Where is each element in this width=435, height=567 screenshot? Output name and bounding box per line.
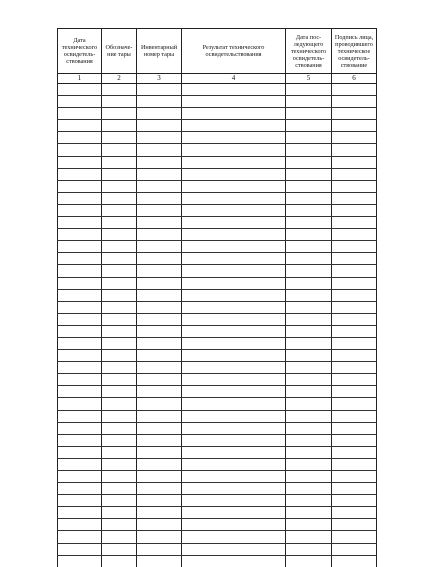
table-cell [137,483,182,495]
col-header-inspection-result: Результат технического освидетельствования [182,29,286,74]
table-cell [286,337,332,349]
table-row [58,96,377,108]
table-cell [102,398,137,410]
table-cell [286,192,332,204]
table-cell [332,144,377,156]
table-cell [137,531,182,543]
table-cell [102,253,137,265]
table-cell [58,337,102,349]
table-cell [286,180,332,192]
table-cell [332,229,377,241]
table-row [58,386,377,398]
table-cell [102,410,137,422]
table-cell [137,350,182,362]
table-cell [332,168,377,180]
table-cell [332,483,377,495]
table-cell [182,495,286,507]
table-cell [182,362,286,374]
table-cell [332,410,377,422]
table-row [58,458,377,470]
table-cell [286,277,332,289]
table-cell [182,120,286,132]
table-cell [102,180,137,192]
table-row [58,229,377,241]
table-cell [58,96,102,108]
table-cell [182,458,286,470]
table-cell [58,132,102,144]
table-cell [137,289,182,301]
table-cell [102,265,137,277]
table-cell [182,156,286,168]
table-cell [332,386,377,398]
table-cell [286,471,332,483]
table-cell [102,325,137,337]
table-cell [137,144,182,156]
table-cell [332,192,377,204]
col-header-inspector-signature: Подпись лица, проводившего техническое освидетель-ствование [332,29,377,74]
table-cell [137,108,182,120]
table-row [58,289,377,301]
table-cell [58,362,102,374]
table-cell [102,144,137,156]
table-cell [58,313,102,325]
table-cell [58,204,102,216]
column-number: 6 [332,74,377,84]
table-cell [332,313,377,325]
table-cell [286,253,332,265]
table-row [58,204,377,216]
table-cell [102,495,137,507]
table-cell [102,458,137,470]
table-cell [182,386,286,398]
table-cell [286,507,332,519]
table-cell [102,434,137,446]
table-cell [332,84,377,96]
table-cell [286,483,332,495]
table-cell [286,458,332,470]
table-cell [332,422,377,434]
table-cell [332,458,377,470]
table-row [58,410,377,422]
table-cell [286,374,332,386]
table-cell [102,507,137,519]
table-cell [286,229,332,241]
table-cell [58,519,102,531]
table-row [58,217,377,229]
table-row [58,180,377,192]
table-row [58,337,377,349]
table-cell [182,277,286,289]
table-cell [332,253,377,265]
table-row [58,555,377,567]
table-cell [332,108,377,120]
table-cell [182,434,286,446]
table-cell [137,434,182,446]
inspection-log-table [57,28,377,567]
table-cell [102,543,137,555]
table-cell [102,301,137,313]
table-row [58,434,377,446]
table-cell [182,301,286,313]
table-cell [182,446,286,458]
table-cell [102,192,137,204]
table-cell [58,229,102,241]
table-cell [182,507,286,519]
table-cell [286,217,332,229]
table-cell [58,422,102,434]
table-cell [137,446,182,458]
table-cell [137,374,182,386]
table-cell [332,325,377,337]
table-cell [182,471,286,483]
table-cell [58,289,102,301]
table-cell [286,531,332,543]
table-row [58,265,377,277]
table-cell [58,192,102,204]
table-cell [286,313,332,325]
table-cell [332,289,377,301]
table-cell [332,241,377,253]
table-row [58,156,377,168]
table-cell [182,144,286,156]
table-cell [286,241,332,253]
table-cell [137,471,182,483]
table-cell [137,386,182,398]
table-row [58,277,377,289]
table-cell [137,96,182,108]
table-cell [332,374,377,386]
table-cell [58,156,102,168]
table-cell [58,531,102,543]
table-row [58,422,377,434]
table-cell [332,265,377,277]
table-row [58,350,377,362]
table-cell [102,241,137,253]
table-cell [286,144,332,156]
table-cell [182,422,286,434]
table-row [58,132,377,144]
table-cell [102,531,137,543]
table-body [58,84,377,567]
table-cell [137,120,182,132]
table-cell [58,446,102,458]
table-cell [286,96,332,108]
table-cell [182,350,286,362]
table-row [58,253,377,265]
table-row [58,313,377,325]
table-row [58,507,377,519]
table-cell [286,434,332,446]
table-cell [102,156,137,168]
table-cell [137,555,182,567]
table-cell [102,386,137,398]
table-row [58,483,377,495]
table-cell [58,483,102,495]
table-cell [58,543,102,555]
table-row [58,108,377,120]
table-cell [102,446,137,458]
table-cell [182,325,286,337]
column-number: 1 [58,74,102,84]
table-cell [182,192,286,204]
table-cell [102,120,137,132]
table-cell [102,374,137,386]
table-cell [332,495,377,507]
table-cell [137,507,182,519]
table-cell [102,168,137,180]
table-cell [332,120,377,132]
table-cell [332,398,377,410]
table-cell [137,132,182,144]
table-cell [182,398,286,410]
table-cell [137,495,182,507]
table-cell [58,410,102,422]
table-cell [332,350,377,362]
table-cell [58,555,102,567]
table-cell [286,555,332,567]
table-cell [332,337,377,349]
table-cell [182,410,286,422]
table-cell [286,362,332,374]
table-cell [286,301,332,313]
table-cell [332,96,377,108]
table-cell [332,301,377,313]
table-cell [58,374,102,386]
table-cell [102,229,137,241]
table-row [58,301,377,313]
table-cell [182,374,286,386]
table-cell [102,108,137,120]
table-cell [332,471,377,483]
table-cell [332,180,377,192]
table-cell [332,156,377,168]
table-cell [102,519,137,531]
table-cell [182,241,286,253]
table-cell [286,350,332,362]
table-cell [137,519,182,531]
table-cell [137,458,182,470]
table-cell [58,241,102,253]
table-cell [58,325,102,337]
table-cell [58,180,102,192]
table-cell [58,277,102,289]
column-number: 3 [137,74,182,84]
table-cell [182,531,286,543]
table-cell [137,84,182,96]
table-cell [137,180,182,192]
table-row [58,495,377,507]
table-cell [137,313,182,325]
table-cell [137,241,182,253]
table-cell [332,555,377,567]
table-row [58,120,377,132]
table-cell [58,507,102,519]
table-cell [286,446,332,458]
table-cell [58,144,102,156]
table-cell [58,168,102,180]
table-cell [137,325,182,337]
table-cell [58,458,102,470]
table-cell [182,253,286,265]
table-cell [137,253,182,265]
table-cell [182,180,286,192]
table-row [58,168,377,180]
table-row [58,519,377,531]
table-cell [137,229,182,241]
table-row [58,241,377,253]
table-cell [102,84,137,96]
table-cell [182,229,286,241]
table-cell [102,422,137,434]
table-cell [102,289,137,301]
table-row [58,471,377,483]
table-cell [58,386,102,398]
table-cell [332,434,377,446]
table-cell [182,132,286,144]
table-cell [102,96,137,108]
table-cell [182,168,286,180]
table-cell [182,84,286,96]
table-cell [58,120,102,132]
table-cell [182,108,286,120]
table-cell [137,168,182,180]
table-row [58,84,377,96]
table-cell [286,84,332,96]
table-row [58,543,377,555]
table-cell [137,204,182,216]
table-cell [58,495,102,507]
col-header-inspection-date: Дата технического освидетель-ствования [58,29,102,74]
table-cell [286,410,332,422]
table-cell [182,289,286,301]
table-cell [286,108,332,120]
table-cell [182,217,286,229]
table-cell [102,350,137,362]
table-cell [137,277,182,289]
table-row [58,374,377,386]
table-cell [102,483,137,495]
table-cell [102,277,137,289]
table-row [58,398,377,410]
table-row [58,531,377,543]
table-cell [137,337,182,349]
table-cell [58,84,102,96]
table-cell [182,96,286,108]
table-cell [286,325,332,337]
table-cell [137,217,182,229]
table-cell [332,543,377,555]
column-number: 4 [182,74,286,84]
table-cell [182,555,286,567]
table-cell [286,519,332,531]
table-cell [286,543,332,555]
table-cell [102,555,137,567]
table-cell [102,313,137,325]
table-cell [286,422,332,434]
table-cell [182,313,286,325]
table-cell [137,301,182,313]
col-header-inventory-number: Инвентарный номер тары [137,29,182,74]
header-row [58,29,377,74]
table-cell [58,108,102,120]
table-cell [332,277,377,289]
column-number: 5 [286,74,332,84]
table-cell [102,217,137,229]
column-number-row [58,74,377,84]
table-cell [58,350,102,362]
table-cell [286,398,332,410]
table-row [58,446,377,458]
table-row [58,325,377,337]
table-cell [332,531,377,543]
table-cell [137,422,182,434]
table-cell [332,519,377,531]
table-cell [286,156,332,168]
table-cell [332,132,377,144]
table-cell [137,156,182,168]
col-header-next-inspection-date: Дата пос-ледующего технического освидетель-ствования [286,29,332,74]
table-cell [102,132,137,144]
table-row [58,144,377,156]
table-cell [286,386,332,398]
table-cell [286,289,332,301]
table-cell [102,471,137,483]
table-cell [137,362,182,374]
table-cell [58,434,102,446]
table-cell [182,543,286,555]
table-cell [286,495,332,507]
table-cell [137,410,182,422]
table-cell [332,507,377,519]
table-cell [58,301,102,313]
table-cell [182,483,286,495]
table-row [58,192,377,204]
table-cell [332,362,377,374]
table-cell [137,398,182,410]
table-cell [286,265,332,277]
table-row [58,362,377,374]
table-cell [102,204,137,216]
table-cell [182,204,286,216]
table-cell [137,543,182,555]
table-cell [286,204,332,216]
table-cell [182,265,286,277]
table-cell [286,120,332,132]
table-cell [332,217,377,229]
table-cell [58,253,102,265]
table-cell [58,398,102,410]
table-cell [58,265,102,277]
column-number: 2 [102,74,137,84]
table-cell [102,337,137,349]
table-cell [137,265,182,277]
table-cell [137,192,182,204]
table-cell [58,217,102,229]
table-cell [182,519,286,531]
table-cell [58,471,102,483]
table-cell [102,362,137,374]
table-cell [332,446,377,458]
table-cell [182,337,286,349]
table-cell [286,132,332,144]
table-cell [286,168,332,180]
col-header-container-designation: Обозначе-ние тары [102,29,137,74]
table-cell [332,204,377,216]
